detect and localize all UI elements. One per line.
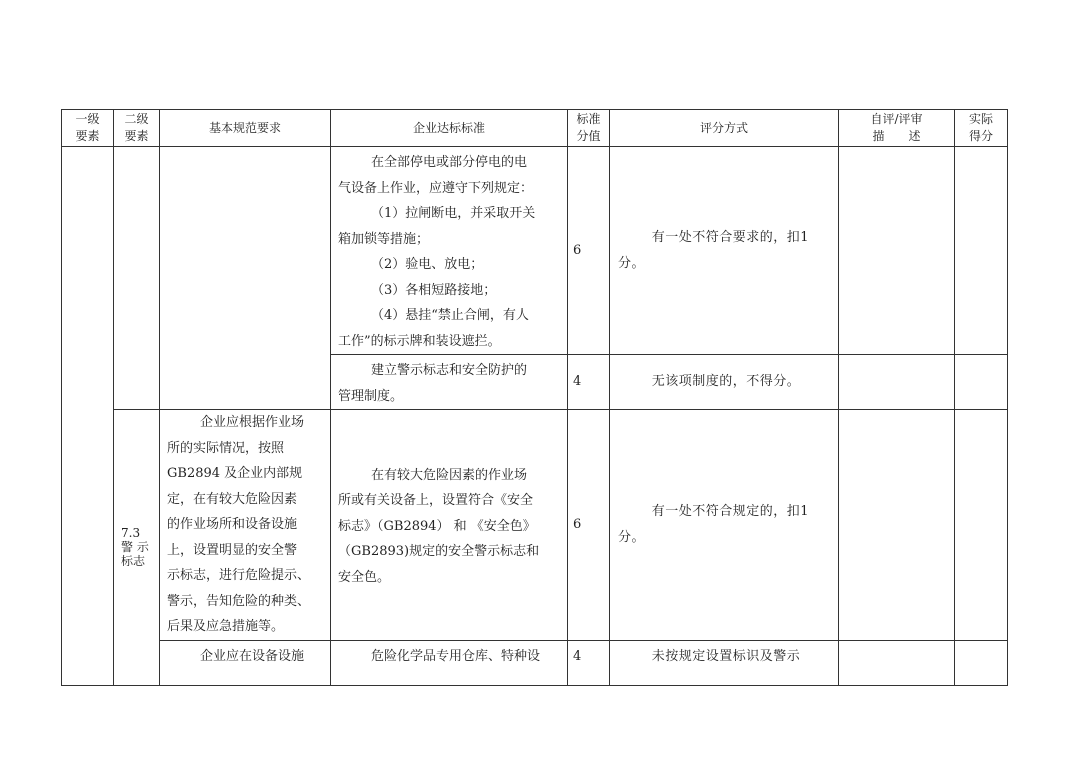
header-actual-score: 实际 得分 xyxy=(955,110,1008,147)
standard-line: （GB2893)规定的安全警示标志和 xyxy=(338,544,540,559)
level2-cell xyxy=(114,410,160,686)
method-text: 有一处不符合要求的，扣1 分。 xyxy=(618,230,810,271)
standard-cell xyxy=(331,410,568,641)
self-eval-cell xyxy=(839,410,955,641)
standard-line: 管理制度。 xyxy=(338,388,404,404)
method-cell xyxy=(610,147,839,355)
self-eval-cell xyxy=(839,147,955,355)
self-eval-cell xyxy=(839,355,955,410)
requirement-line: 上，设置明显的安全警 xyxy=(167,542,298,558)
standard-line: （2）验电、放电； xyxy=(371,257,484,272)
standard-line: 在全部停电或部分停电的电 xyxy=(371,155,528,170)
requirement-line: 企业应在设备设施 xyxy=(200,648,305,664)
standard-line: 气设备上作业，应遵守下列规定： xyxy=(338,180,534,196)
requirement-cell xyxy=(160,147,331,410)
method-cell xyxy=(610,410,839,641)
standard-line: 标志》（GB2894） 和 《安全色》 xyxy=(338,518,536,534)
level2-code: 7.3 xyxy=(121,526,141,541)
standard-cell xyxy=(331,355,568,410)
requirement-line: 后果及应急措施等。 xyxy=(167,619,285,634)
method-text: 未按规定设置标识及警示 xyxy=(651,648,801,664)
standard-line: 建立警示标志和安全防护的 xyxy=(371,363,528,378)
score-cell: 6 xyxy=(568,147,610,355)
level1-cell xyxy=(62,147,114,686)
actual-score-cell xyxy=(955,410,1008,641)
header-self-eval: 自评/评审 描 述 xyxy=(839,110,955,147)
method-cell xyxy=(610,640,839,685)
header-level1: 一级 要素 xyxy=(62,110,114,147)
standard-cell xyxy=(331,640,568,685)
table-row xyxy=(62,147,1008,355)
requirement-cell xyxy=(160,410,331,641)
requirement-line: 企业应根据作业场 xyxy=(200,415,305,430)
score-cell: 4 xyxy=(568,640,610,685)
requirement-line: 示标志，进行危险提示、 xyxy=(167,568,311,583)
standards-table xyxy=(61,109,1008,686)
table-row xyxy=(62,410,1008,641)
standard-line: 危险化学品专用仓库、特种设 xyxy=(371,648,541,664)
requirement-line: GB2894 及企业内部规 xyxy=(167,466,303,481)
header-requirement: 基本规范要求 xyxy=(160,110,331,147)
requirement-line: 警示，告知危险的种类、 xyxy=(167,593,311,609)
standard-line: （3）各相短路接地； xyxy=(371,282,497,298)
level2-name: 标志 xyxy=(121,554,146,569)
method-cell xyxy=(610,355,839,410)
header-level2: 二级 要素 xyxy=(114,110,160,147)
standard-line: 在有较大危险因素的作业场 xyxy=(371,467,528,483)
header-method: 评分方式 xyxy=(610,110,839,147)
standard-cell xyxy=(331,147,568,355)
header-score: 标准 分值 xyxy=(568,110,610,147)
level2-name: 警 示 xyxy=(121,540,149,555)
actual-score-cell xyxy=(955,147,1008,355)
requirement-line: 所的实际情况，按照 xyxy=(167,440,285,456)
standard-line: 所或有关设备上，设置符合《安全 xyxy=(338,493,534,508)
score-cell: 4 xyxy=(568,355,610,410)
method-text: 有一处不符合规定的，扣1 分。 xyxy=(618,504,810,545)
requirement-cell xyxy=(160,640,331,685)
requirement-line: 定，在有较大危险因素 xyxy=(167,491,298,507)
standard-line: 安全色。 xyxy=(338,569,391,585)
method-text: 无该项制度的，不得分。 xyxy=(651,374,801,390)
level2-cell xyxy=(114,147,160,410)
standard-line: 箱加锁等措施； xyxy=(338,231,430,247)
self-eval-cell xyxy=(839,640,955,685)
standard-line: （4）悬挂“禁止合闸，有人 xyxy=(371,308,529,323)
header-standard: 企业达标标准 xyxy=(331,110,568,147)
standard-line: 工作”的标示牌和装设遮拦。 xyxy=(338,333,501,349)
standard-line: （1）拉闸断电，并采取开关 xyxy=(371,206,536,221)
actual-score-cell xyxy=(955,640,1008,685)
table-header-row xyxy=(62,110,1008,147)
actual-score-cell xyxy=(955,355,1008,410)
table-row xyxy=(62,640,1008,685)
requirement-line: 的作业场所和设备设施 xyxy=(167,517,298,532)
score-cell: 6 xyxy=(568,410,610,641)
